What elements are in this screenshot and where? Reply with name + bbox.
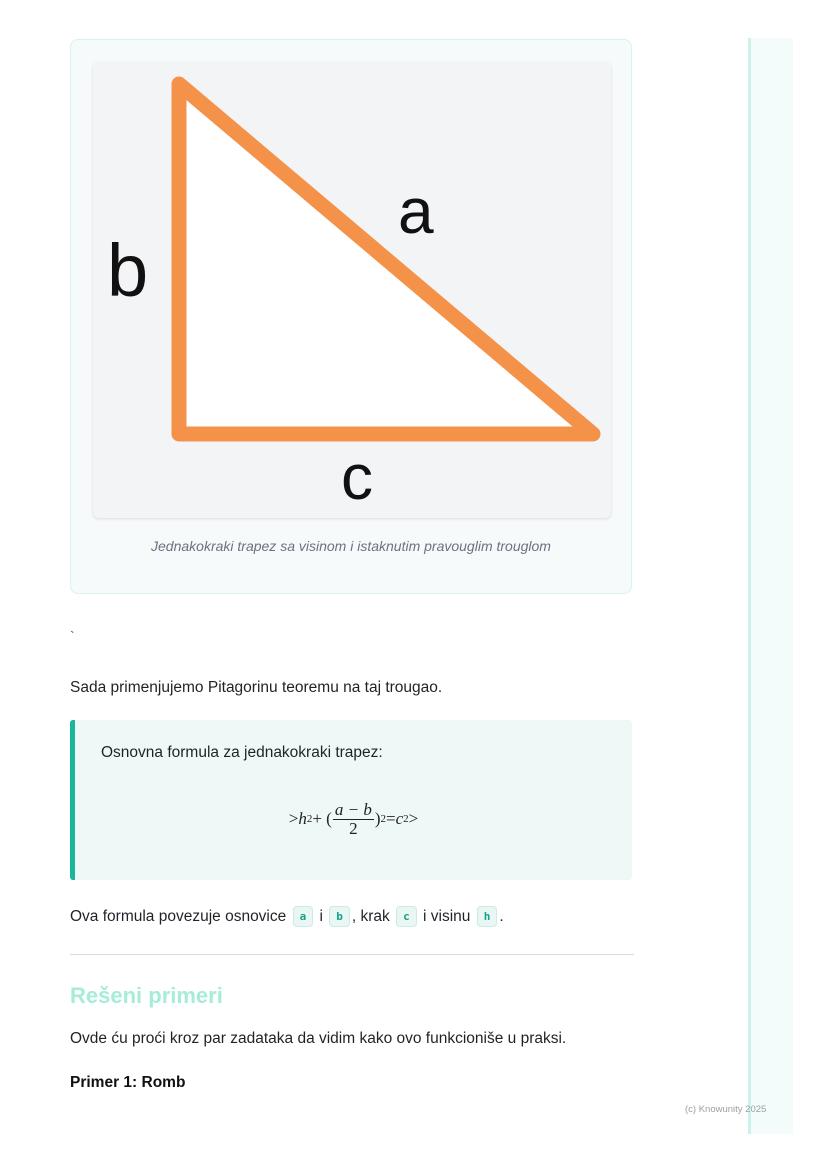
formula-expression <box>75 794 632 844</box>
formula-numerator: a − b <box>334 799 372 819</box>
formula-suffix: > <box>408 809 419 828</box>
triangle-shape <box>179 84 593 434</box>
formula-prefix: > <box>288 809 299 828</box>
formula-denominator: 2 <box>349 818 358 838</box>
triangle-image <box>93 62 611 518</box>
formula-title: Osnovna formula za jednakokraki trapez: <box>101 744 383 761</box>
explanation-text-3: , krak <box>351 908 395 925</box>
side-rail <box>748 38 793 1134</box>
code-h: h <box>477 906 498 927</box>
formula-callout <box>70 720 632 880</box>
formula-c: c <box>395 809 404 828</box>
section-heading: Rešeni primeri <box>70 983 223 1008</box>
formula-paren-exponent: 2 <box>380 813 386 825</box>
intro-paragraph: Sada primenjujemo Pitagorinu teoremu na taj trougao. <box>70 679 443 696</box>
side-label-b: b <box>107 229 149 312</box>
code-a: a <box>293 906 314 927</box>
code-b: b <box>329 906 350 927</box>
explanation-text-2: i <box>315 908 328 925</box>
example-title: Primer 1: Romb <box>70 1074 186 1091</box>
figure-card <box>70 39 632 594</box>
formula-h: h <box>298 809 307 828</box>
code-c: c <box>396 906 417 927</box>
formula-c-exponent: 2 <box>403 813 409 825</box>
side-label-c: c <box>341 441 373 513</box>
side-label-a: a <box>398 175 434 247</box>
formula-close: ) <box>374 809 381 828</box>
formula-h-exponent: 2 <box>306 813 313 825</box>
explanation-text-5: . <box>499 908 504 925</box>
explanation-paragraph <box>70 906 504 927</box>
formula-plus: + ( <box>312 809 332 828</box>
formula-fraction <box>333 801 374 838</box>
copyright-notice: (c) Knowunity 2025 <box>685 1104 767 1115</box>
stray-backtick: ` <box>70 628 75 644</box>
figure-caption: Jednakokraki trapez sa visinom i istaknutim pravouglim trouglom <box>151 538 551 554</box>
section-divider <box>70 954 634 955</box>
explanation-text-1: Ova formula povezuje osnovice <box>70 908 291 925</box>
explanation-text-4: i visinu <box>418 908 475 925</box>
formula-equals: = <box>386 809 396 828</box>
section-intro: Ovde ću proći kroz par zadataka da vidim kako ovo funkcioniše u praksi. <box>70 1030 567 1047</box>
